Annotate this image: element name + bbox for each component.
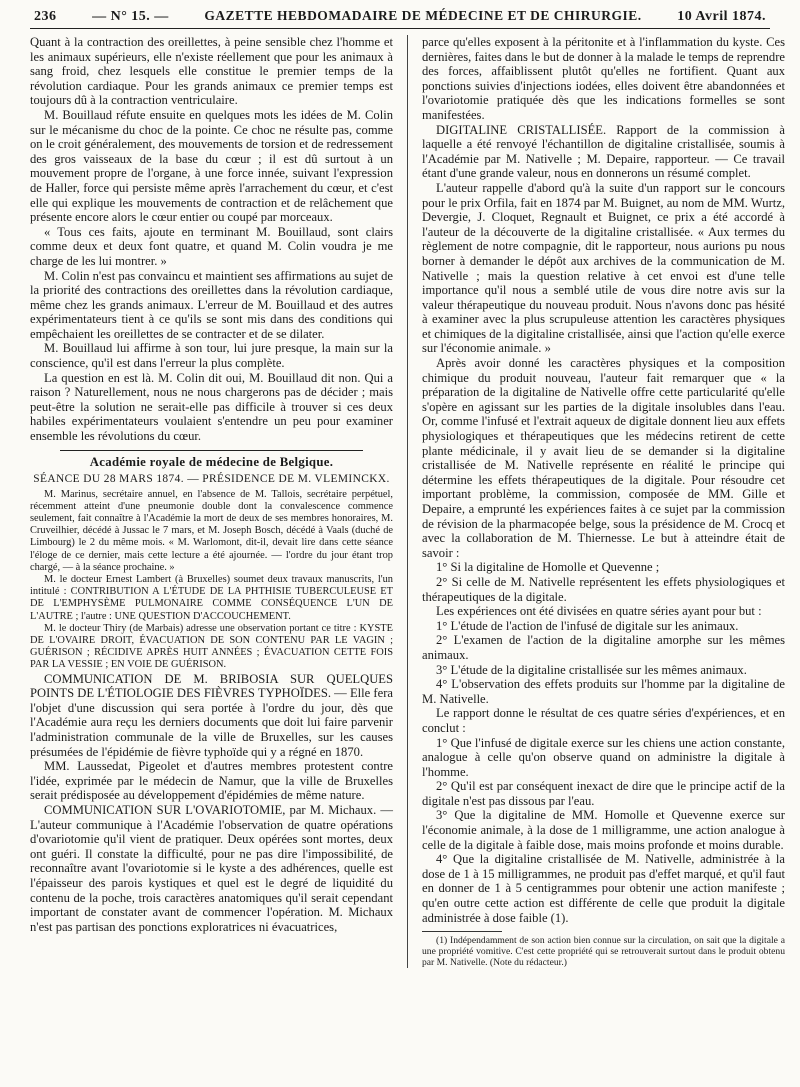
section-divider xyxy=(60,450,363,451)
section-heading: Académie royale de médecine de Belgique. xyxy=(89,454,334,469)
conclusion-item: 2° Qu'il est par conséquent inexact de dire que le principe actif de la digitale n'est pas dissous par l'eau. xyxy=(422,779,785,808)
paragraph: Les expériences ont été divisées en quatre séries ayant pour but : xyxy=(436,604,762,619)
page-number: 236 xyxy=(34,9,57,24)
left-column xyxy=(30,35,393,968)
question-item: 1° Si la digitaline de Homolle et Quevenne ; xyxy=(436,560,660,575)
paragraph: parce qu'elles exposent à la péritonite et à l'inflammation du kyste. Ces dernières, faites dans le but de donner à la malade le temps de reprendre des forces, affaiblissent plutôt qu'elles ne fortifient. Quant aux ponctions suivies d'injections iodées, elles doivent être abandonnées et l'ovariotomie pratiquée dès que les indications formelles se sont manifestées. xyxy=(422,35,785,122)
paragraph: COMMUNICATION DE M. BRIBOSIA SUR QUELQUES POINTS DE L'ÉTIOLOGIE DES FIÈVRES TYPHOÏDES. — Elle fera l'objet d'une discussion qui sera portée à l'ordre du jour, dès que l'Académie aura reçu les derniers documents que doit lui faire parvenir l'administration communale de la ville de Bruxelles, sur les causes présumées de l'épidémie de fièvre typhoïde qui y a régné en 1870. xyxy=(30,671,393,759)
series-item: 3° L'étude de la digitaline cristallisée sur les mêmes animaux. xyxy=(436,662,747,677)
paragraph: COMMUNICATION SUR L'OVARIOTOMIE, par M. Michaux. — L'auteur communique à l'Académie l'observation de quatre opérations d'ovariotomie qu'il vient de pratiquer. Deux opérées sont mortes, deux ont guéri. Il constate la difficulté, pour ne pas dire l'impossibilité, de reconnaître avant l'ovariotomie si le kyste a des adhérences, quelle est l'épaisseur des parois kystiques et quel est le degré de liquidité du contenu de la poche, trois caractères anatomiques qu'il serait cependant important de constater avant de commencer l'opération. M. Michaux n'est pas partisan des ponctions exploratrices ni évacuatrices, xyxy=(30,803,393,934)
footnote: (1) Indépendamment de son action bien connue sur la circulation, on sait que la digitale a une propriété vomitive. C'est cette propriété qui se retrouverait surtout dans le produit obtenu par M. Nativelle. (Note du rédacteur.) xyxy=(422,935,785,969)
column-rule xyxy=(407,35,408,968)
paragraph: M. Bouillaud lui affirme à son tour, lui jure presque, la main sur la conscience, qu'il est dans l'erreur la plus complète. xyxy=(30,341,393,371)
journal-title: GAZETTE HEBDOMADAIRE DE MÉDECINE ET DE CHIRURGIE. xyxy=(204,8,642,23)
issue-date: 10 Avril 1874. xyxy=(677,9,766,24)
session-line: SÉANCE DU 28 MARS 1874. — PRÉSIDENCE DE M. VLEMINCKX. xyxy=(33,472,390,485)
running-head xyxy=(30,8,770,29)
series-item: 4° L'observation des effets produits sur l'homme par la digitaline de M. Nativelle. xyxy=(422,677,785,706)
paragraph: M. Bouillaud réfute ensuite en quelques mots les idées de M. Colin sur le mécanisme du choc de la pointe. Ce choc ne résulte pas, comme on le croit généralement, des mouvements de torsion et de redressement des gros vaisseaux de la base du cœur ; il est dû surtout à un mouvement propre de l'organe, à une force innée, suivant l'expression de Haller, force qui persiste même après l'arrachement du cœur, et c'est elle qui explique les mouvements de contraction et de relâchement que présente encore alors le cœur entier ou coupé par morceaux. xyxy=(30,107,393,225)
paragraph: La question en est là. M. Colin dit oui, M. Bouillaud dit non. Qui a raison ? Naturellement, nous ne nous chargerons pas de décider ; mais peut-être la solution ne serait-elle pas difficile à trouver si ces deux habiles expérimentateurs voulaient s'entendre un peu pour examiner ensemble les révolutions du cœur. xyxy=(30,370,393,444)
minutes-paragraph: M. le docteur Thiry (de Marbais) adresse une observation portant ce titre : KYSTE DE L'OVAIRE DROIT, ÉVACUATION DE SON CONTENU PAR LE VAGIN ; GUÉRISON ; RÉCIDIVE APRÈS HUIT ANNÉES ; ÉVACUATION CETTE FOIS PAR LA VESSIE ; EN VOIE DE GUÉRISON. xyxy=(30,622,393,671)
series-item: 1° L'étude de l'action de l'infusé de digitale sur les animaux. xyxy=(436,618,739,633)
paragraph: Quant à la contraction des oreillettes, à peine sensible chez l'homme et les animaux supérieurs, elle n'existe réellement que pour les animaux à sang froid, chez lesquels elle constitue le premier temps de la révolution cardiaque. Pour les grands animaux ce premier temps est toujours dû à la contraction ventriculaire. xyxy=(30,35,393,108)
right-column xyxy=(422,35,785,968)
paragraph: L'auteur rappelle d'abord qu'à la suite d'un rapport sur le concours pour le prix Orfila, fait en 1874 par M. Buignet, au nom de MM. Wurtz, Devergie, J. Cloquet, Regnault et Buignet, ce prix a été accordé à l'auteur de la découverte de la digitaline cristallisée. « Aux termes du règlement de notre compagnie, dit le rapporteur, nous aurions pu nous borner à demander le dépôt aux archives de la communication de M. Nativelle ; mais la question relative à cet envoi est d'une telle importance qu'il nous a semblé utile de vous dire notre avis sur la valeur thérapeutique du nouveau produit. Nous n'avons donc pas hésité à examiner avec la plus scrupuleuse attention les caractères physiques et chimiques de la digitaline cristallisée, ainsi que l'action qu'elle exerce sur l'économie animale. » xyxy=(422,180,785,356)
paragraph: DIGITALINE CRISTALLISÉE. Rapport de la commission à laquelle a été renvoyé l'échantillon de digitaline cristallisée, soumis à l'Académie par M. Nativelle ; M. Depaire, rapporteur. — Ce travail étant d'une grande valeur, nous en donnerons un résumé complet. xyxy=(422,122,785,181)
paragraph: « Tous ces faits, ajoute en terminant M. Bouillaud, sont clairs comme deux et deux font quatre, et quand M. Colin voudra je me charge de les lui montrer. » xyxy=(30,224,393,268)
footnote-rule xyxy=(422,931,502,932)
paragraph: Après avoir donné les caractères physiques et la composition chimique du produit nouveau, l'auteur fait remarquer que « la préparation de la digitaline de Nativelle offre cette particularité qu'elle s'opère en agissant sur les parties de la digitale insolubles dans l'eau. Or, comme l'infusé et l'extrait aqueux de digitale donnent lieu aux effets physiologiques et thérapeutiques que les médecins retirent de cette plante médicinale, il y avait lieu de se demander si la digitaline cristallisée de M. Nativelle représente en réalité le principe qui détermine les effets thérapeutiques de la digitale. Pour résoudre cet important problème, la commission, composée de MM. Gille et Depaire, a emprunté les expériences faites à ce sujet par la commission de révision de la pharmacopée belge, sous la présidence de M. Crocq et avec la collaboration de M. Thiernesse. Le but à atteindre était de savoir : xyxy=(422,356,785,560)
conclusion-item: 1° Que l'infusé de digitale exerce sur les chiens une action constante, analogue à celle qu'on observe quand on administre la digitale à l'homme. xyxy=(422,735,785,779)
conclusion-item: 4° Que la digitaline cristallisée de M. Nativelle, administrée à la dose de 1 à 15 milligrammes, ne produit pas d'effet marqué, et qu'il faut en donner de 1 à 5 centigrammes pour obtenir une action manifeste ; qu'en outre cette action est différente de celle que produit la digitale administrée à dose faible (1). xyxy=(422,852,785,925)
conclusion-item: 3° Que la digitaline de MM. Homolle et Quevenne exerce sur l'économie animale, à la dose de 1 milligramme, une action analogue à celle de la digitale à faible dose, mais moins profonde et moins durable. xyxy=(422,808,785,852)
paragraph: Le rapport donne le résultat de ces quatre séries d'expériences, et en conclut : xyxy=(422,706,785,735)
columns xyxy=(30,35,785,969)
question-item: 2° Si celle de M. Nativelle représentent les effets physiologiques et thérapeutiques de la digitale. xyxy=(422,574,785,604)
minutes-paragraph: M. Marinus, secrétaire annuel, en l'absence de M. Tallois, secrétaire perpétuel, récemment atteint d'une pneumonie double dont la convalescence commence seulement, fait connaître à l'Académie la mort de deux de ses membres honoraires, M. Cruveilhier, décédé à Jussac le 7 mars, et M. Joseph Bosch, décédé à Vaals (duché de Limbourg) le 2 du même mois. « M. Warlomont, dit-il, devait lire dans cette séance l'éloge de ce dernier, mais cette lecture a été ajournée. — l'ordre du jour étant trop chargé, — à la séance prochaine. » xyxy=(30,488,393,573)
paragraph: M. Colin n'est pas convaincu et maintient ses affirmations au sujet de la priorité des contractions des oreillettes dans la révolution cardiaque, même chez les grands animaux. L'erreur de M. Bouillaud et des autres expérimentateurs tient à ce qu'ils se sont mis dans des conditions qui empêchaient les oreillettes de se contracter et de se dilater. xyxy=(30,268,393,341)
paragraph: MM. Laussedat, Pigeolet et d'autres membres protestent contre l'idée, exprimée par le médecin de Namur, que la ville de Bruxelles serait prédisposée au développement d'épidémies de même nature. xyxy=(30,759,393,803)
minutes-paragraph: M. le docteur Ernest Lambert (à Bruxelles) soumet deux travaux manuscrits, l'un intitulé : CONTRIBUTION A L'ÉTUDE DE LA PHTHISIE TUBERCULEUSE ET DE L'EMPHYSÈME PULMONAIRE COMME CONSÉQUENCE L'UN DE L'AUTRE ; l'autre : UNE QUESTION D'ACCOUCHEMENT. xyxy=(30,574,393,622)
series-item: 2° L'examen de l'action de la digitaline amorphe sur les mêmes animaux. xyxy=(422,633,785,662)
issue-number: — N° 15. — xyxy=(92,9,169,24)
